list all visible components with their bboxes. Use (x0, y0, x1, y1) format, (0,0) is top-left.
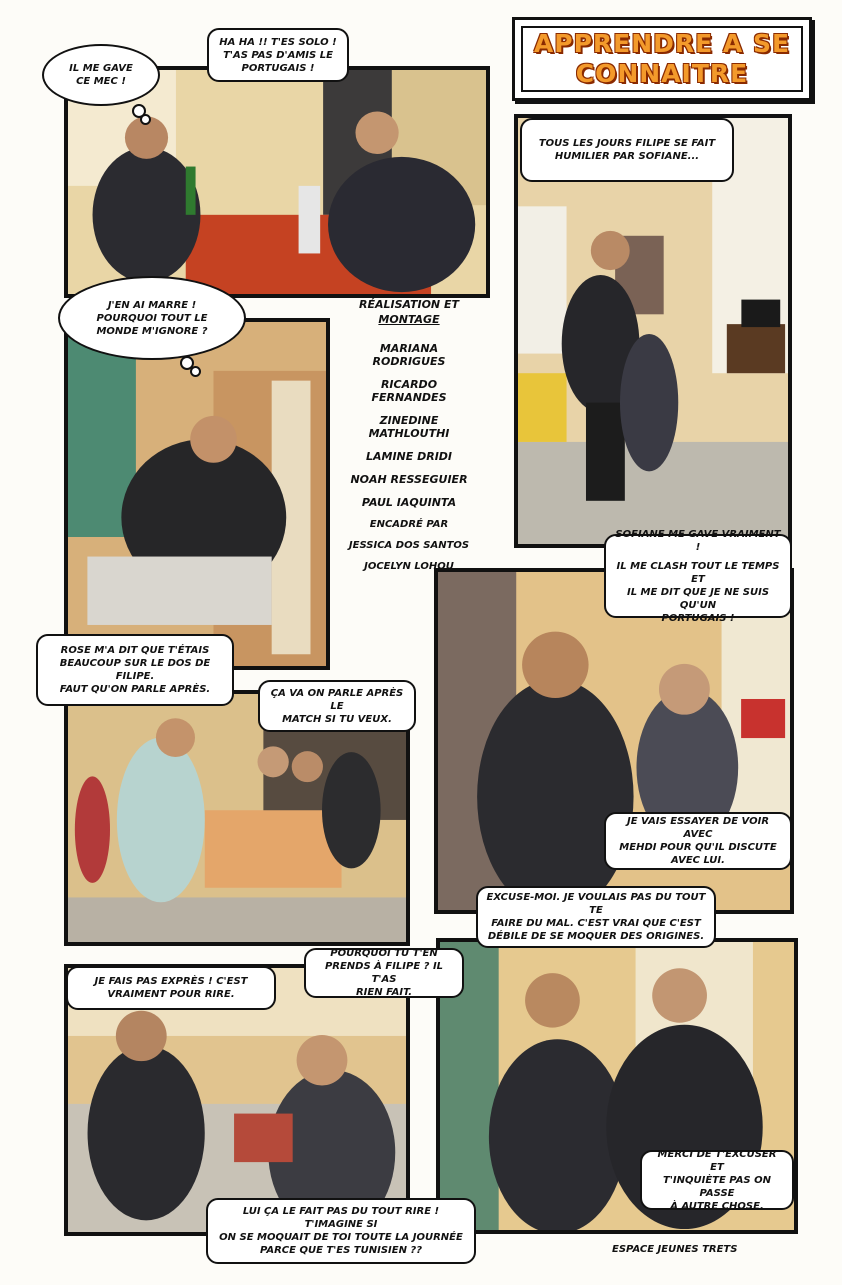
credit-name: MARIANA RODRIGUES (372, 341, 446, 368)
bubble-text: J'EN AI MARRE ! (107, 299, 197, 311)
bubble-text: À AUTRE CHOSE. (670, 1200, 764, 1212)
title-box (512, 17, 812, 101)
credit-name: ZINEDINE MATHLOUTHI (368, 413, 450, 440)
speech-bubble-11 (304, 948, 464, 998)
bubble-text: SOFIANE ME GAVE VRAIMENT ! (615, 528, 781, 553)
speech-bubble-3 (520, 118, 734, 182)
bubble-text: ROSE M'A DIT QUE T'ÉTAIS (60, 645, 210, 656)
credit-name: PAUL IAQUINTA (361, 495, 457, 509)
title-line-2: CONNAITRE (575, 59, 749, 88)
bubble-text: FAIRE DU MAL. C'EST VRAI QUE C'EST (491, 918, 701, 929)
speech-bubble-6 (36, 634, 234, 706)
title-inner (521, 26, 803, 92)
thought-dot (190, 366, 201, 377)
credits-supervised-label: ENCADRÉ PAR (369, 518, 449, 530)
thought-bubble-1 (42, 44, 160, 106)
bubble-text: DÉBILE DE SE MOQUER DES ORIGINES. (487, 931, 705, 942)
credits-block (348, 298, 470, 572)
credit-name: RICARDO FERNANDES (371, 377, 447, 404)
bubble-text: PARCE QUE T'ES TUNISIEN ?? (259, 1245, 423, 1256)
bubble-text: JE VAIS ESSAYER DE VOIR AVEC (626, 816, 770, 840)
speech-bubble-7 (258, 680, 416, 732)
bubble-text: MERCI DE T'EXCUSER ET (657, 1148, 777, 1173)
bubble-text: HA HA !! T'ES SOLO ! (219, 36, 337, 48)
credit-name: LAMINE DRIDI (365, 449, 453, 463)
bubble-text: POURQUOI TOUT LE (96, 312, 208, 324)
bubble-text: FAUT QU'ON PARLE APRÈS. (59, 684, 211, 695)
bubble-text: TOUS LES JOURS FILIPE SE FAIT (538, 138, 716, 149)
bubble-text: MEHDI POUR QU'IL DISCUTE (619, 842, 777, 853)
speech-bubble-2 (207, 28, 349, 82)
bubble-text: IL ME DIT QUE JE NE SUIS QU'UN (626, 586, 770, 611)
bubble-text: MATCH SI TU VEUX. (282, 713, 392, 725)
bubble-text: CE MEC ! (76, 76, 126, 87)
bubble-text: LUI ÇA LE FAIT PAS DU TOUT RIRE ! T'IMAGINE SI (242, 1206, 440, 1230)
footer-credit: ESPACE JEUNES TRETS (612, 1244, 738, 1255)
bubble-text: MONDE M'IGNORE ? (96, 325, 208, 337)
credit-supervisor: JOCELYN LOHOU (364, 560, 454, 572)
bubble-text: POURQUOI TU T'EN (330, 948, 438, 959)
thought-dot (140, 114, 151, 125)
credits-heading-1: RÉALISATION ET (359, 298, 459, 311)
bubble-text: PORTUGAIS ! (241, 62, 315, 74)
speech-bubble-10 (66, 966, 276, 1010)
bubble-text: JE FAIS PAS EXPRÈS ! C'EST (94, 976, 248, 987)
speech-bubble-9 (476, 886, 716, 948)
bubble-text: VRAIMENT POUR RIRE. (107, 989, 235, 1000)
credits-heading-2: MONTAGE (378, 312, 440, 326)
bubble-text: PORTUGAIS ! (661, 612, 735, 624)
bubble-text: PRENDS À FILIPE ? IL T'AS (324, 961, 444, 985)
speech-bubble-8 (604, 812, 792, 870)
thought-bubble-4 (58, 276, 246, 360)
speech-bubble-5 (604, 528, 792, 624)
speech-bubble-12 (640, 1150, 794, 1210)
credit-supervisor: JESSICA DOS SANTOS (348, 539, 470, 551)
title-line-1: APPRENDRE A SE (533, 29, 791, 58)
bubble-text: T'INQUIÈTE PAS ON PASSE (663, 1174, 771, 1199)
speech-bubble-13 (206, 1198, 476, 1264)
bubble-text: HUMILIER PAR SOFIANE... (554, 151, 700, 162)
bubble-text: ÇA VA ON PARLE APRÈS LE (270, 687, 404, 712)
bubble-text: IL ME CLASH TOUT LE TEMPS ET (616, 560, 780, 585)
bubble-text: BEAUCOUP SUR LE DOS DE FILIPE. (59, 658, 211, 682)
bubble-text: ON SE MOQUAIT DE TOI TOUTE LA JOURNÉE (219, 1232, 463, 1243)
bubble-text: IL ME GAVE (69, 63, 133, 74)
bubble-text: T'AS PAS D'AMIS LE (223, 49, 333, 61)
credit-name: NOAH RESSEGUIER (350, 472, 468, 486)
bubble-text: AVEC LUI. (671, 855, 725, 866)
bubble-text: RIEN FAIT. (355, 987, 413, 998)
bubble-text: EXCUSE-MOI. JE VOULAIS PAS DU TOUT TE (486, 892, 706, 916)
